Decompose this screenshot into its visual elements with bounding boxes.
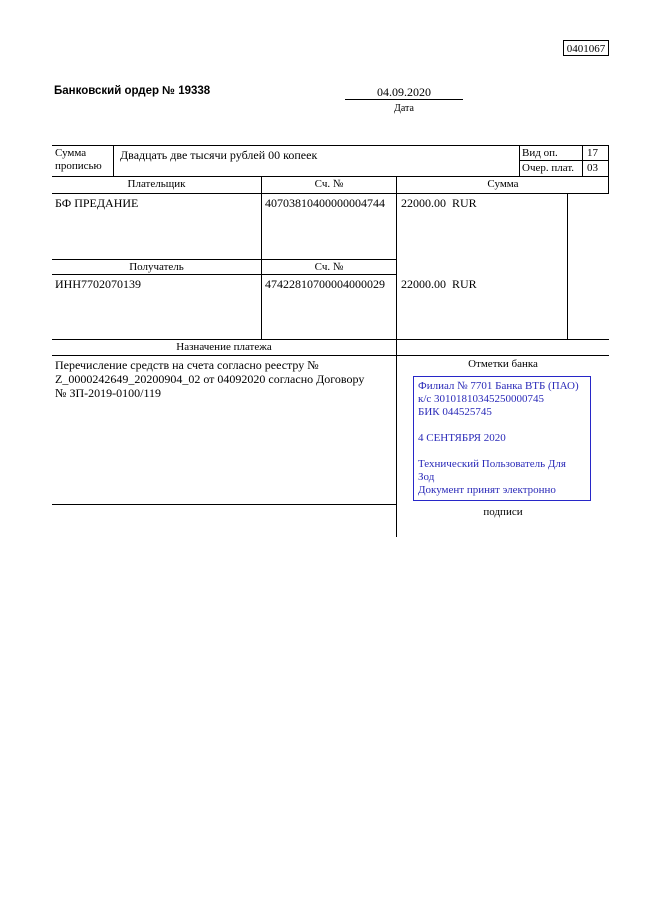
order-title: Банковский ордер № 19338: [54, 85, 211, 97]
order-date: 04.09.2020: [377, 85, 431, 99]
sum-header: Сумма: [487, 178, 519, 190]
stamp-line-5: 4 СЕНТЯБРЯ 2020: [418, 432, 506, 444]
stamp-line-7: Технический Пользователь Для: [418, 458, 566, 470]
purpose-text: [55, 358, 393, 400]
date-underline: [345, 99, 463, 100]
amount-in-words: Двадцать две тысячи рублей 00 копеек: [120, 148, 318, 162]
signatures-label: подписи: [483, 506, 523, 518]
purpose-line-1: Перечисление средств на счета согласно реестру №: [55, 358, 319, 372]
payment-priority-value: 03: [587, 162, 598, 174]
purpose-header-bottom: [52, 355, 609, 356]
form-code: 0401067: [566, 43, 606, 55]
v-line-sum-right: [567, 193, 568, 339]
payer-account: 40703810400000004744: [265, 196, 385, 210]
v-line-sum: [396, 176, 397, 537]
bank-marks-header: Отметки банка: [468, 358, 538, 370]
stamp-line-8: Зод: [418, 471, 435, 483]
v-line-opcodes: [519, 145, 520, 176]
recipient-header-bottom: [52, 274, 397, 275]
payer-header: Плательщик: [127, 178, 186, 190]
operation-type-value: 17: [587, 147, 598, 159]
amount-words-label-1: Сумма: [55, 147, 87, 159]
payer-account-header: Сч. №: [314, 178, 344, 190]
operation-type-label: Вид оп.: [522, 147, 558, 159]
stamp-line-9: Документ принят электронно: [418, 484, 556, 496]
payer-header-bottom: [52, 193, 609, 194]
amount-words-label: [55, 147, 111, 173]
purpose-line-3: № ЗП-2019-0100/119: [55, 386, 162, 400]
stamp-line-4: [418, 419, 588, 432]
opcodes-mid-line: [519, 160, 609, 161]
amount-words-label-2: прописью: [55, 160, 102, 172]
form-code-box: [563, 40, 609, 56]
payer-name: БФ ПРЕДАНИЕ: [55, 196, 139, 210]
recipient-amount: 22000.00 RUR: [401, 277, 477, 291]
v-line-label: [113, 145, 114, 176]
purpose-header-top: [52, 339, 609, 340]
stamp-line-2: к/с 30101810345250000745: [418, 393, 545, 405]
recipient-header-top: [52, 259, 397, 260]
recipient-account: 47422810700004000029: [265, 277, 385, 291]
recipient-header: Получатель: [129, 261, 184, 273]
bank-stamp: [413, 376, 591, 501]
payment-priority-label: Очер. плат.: [522, 162, 575, 174]
purpose-line-2: Z_0000242649_20200904_02 от 04092020 согласно Договору: [55, 372, 365, 386]
recipient-name: ИНН7702070139: [55, 277, 141, 291]
stamp-line-1: Филиал № 7701 Банка ВТБ (ПАО): [418, 380, 579, 392]
recipient-account-header: Сч. №: [314, 261, 344, 273]
table-row1-bottom: [52, 176, 609, 177]
payer-amount: 22000.00 RUR: [401, 196, 477, 210]
table-top-border: [52, 145, 609, 146]
stamp-line-6: [418, 445, 588, 458]
v-line-account: [261, 176, 262, 339]
stamp-line-3: БИК 044525745: [418, 406, 492, 418]
purpose-bottom: [52, 504, 397, 505]
date-label: Дата: [394, 103, 414, 114]
purpose-header: Назначение платежа: [176, 341, 272, 353]
v-line-opvalues: [582, 145, 583, 176]
